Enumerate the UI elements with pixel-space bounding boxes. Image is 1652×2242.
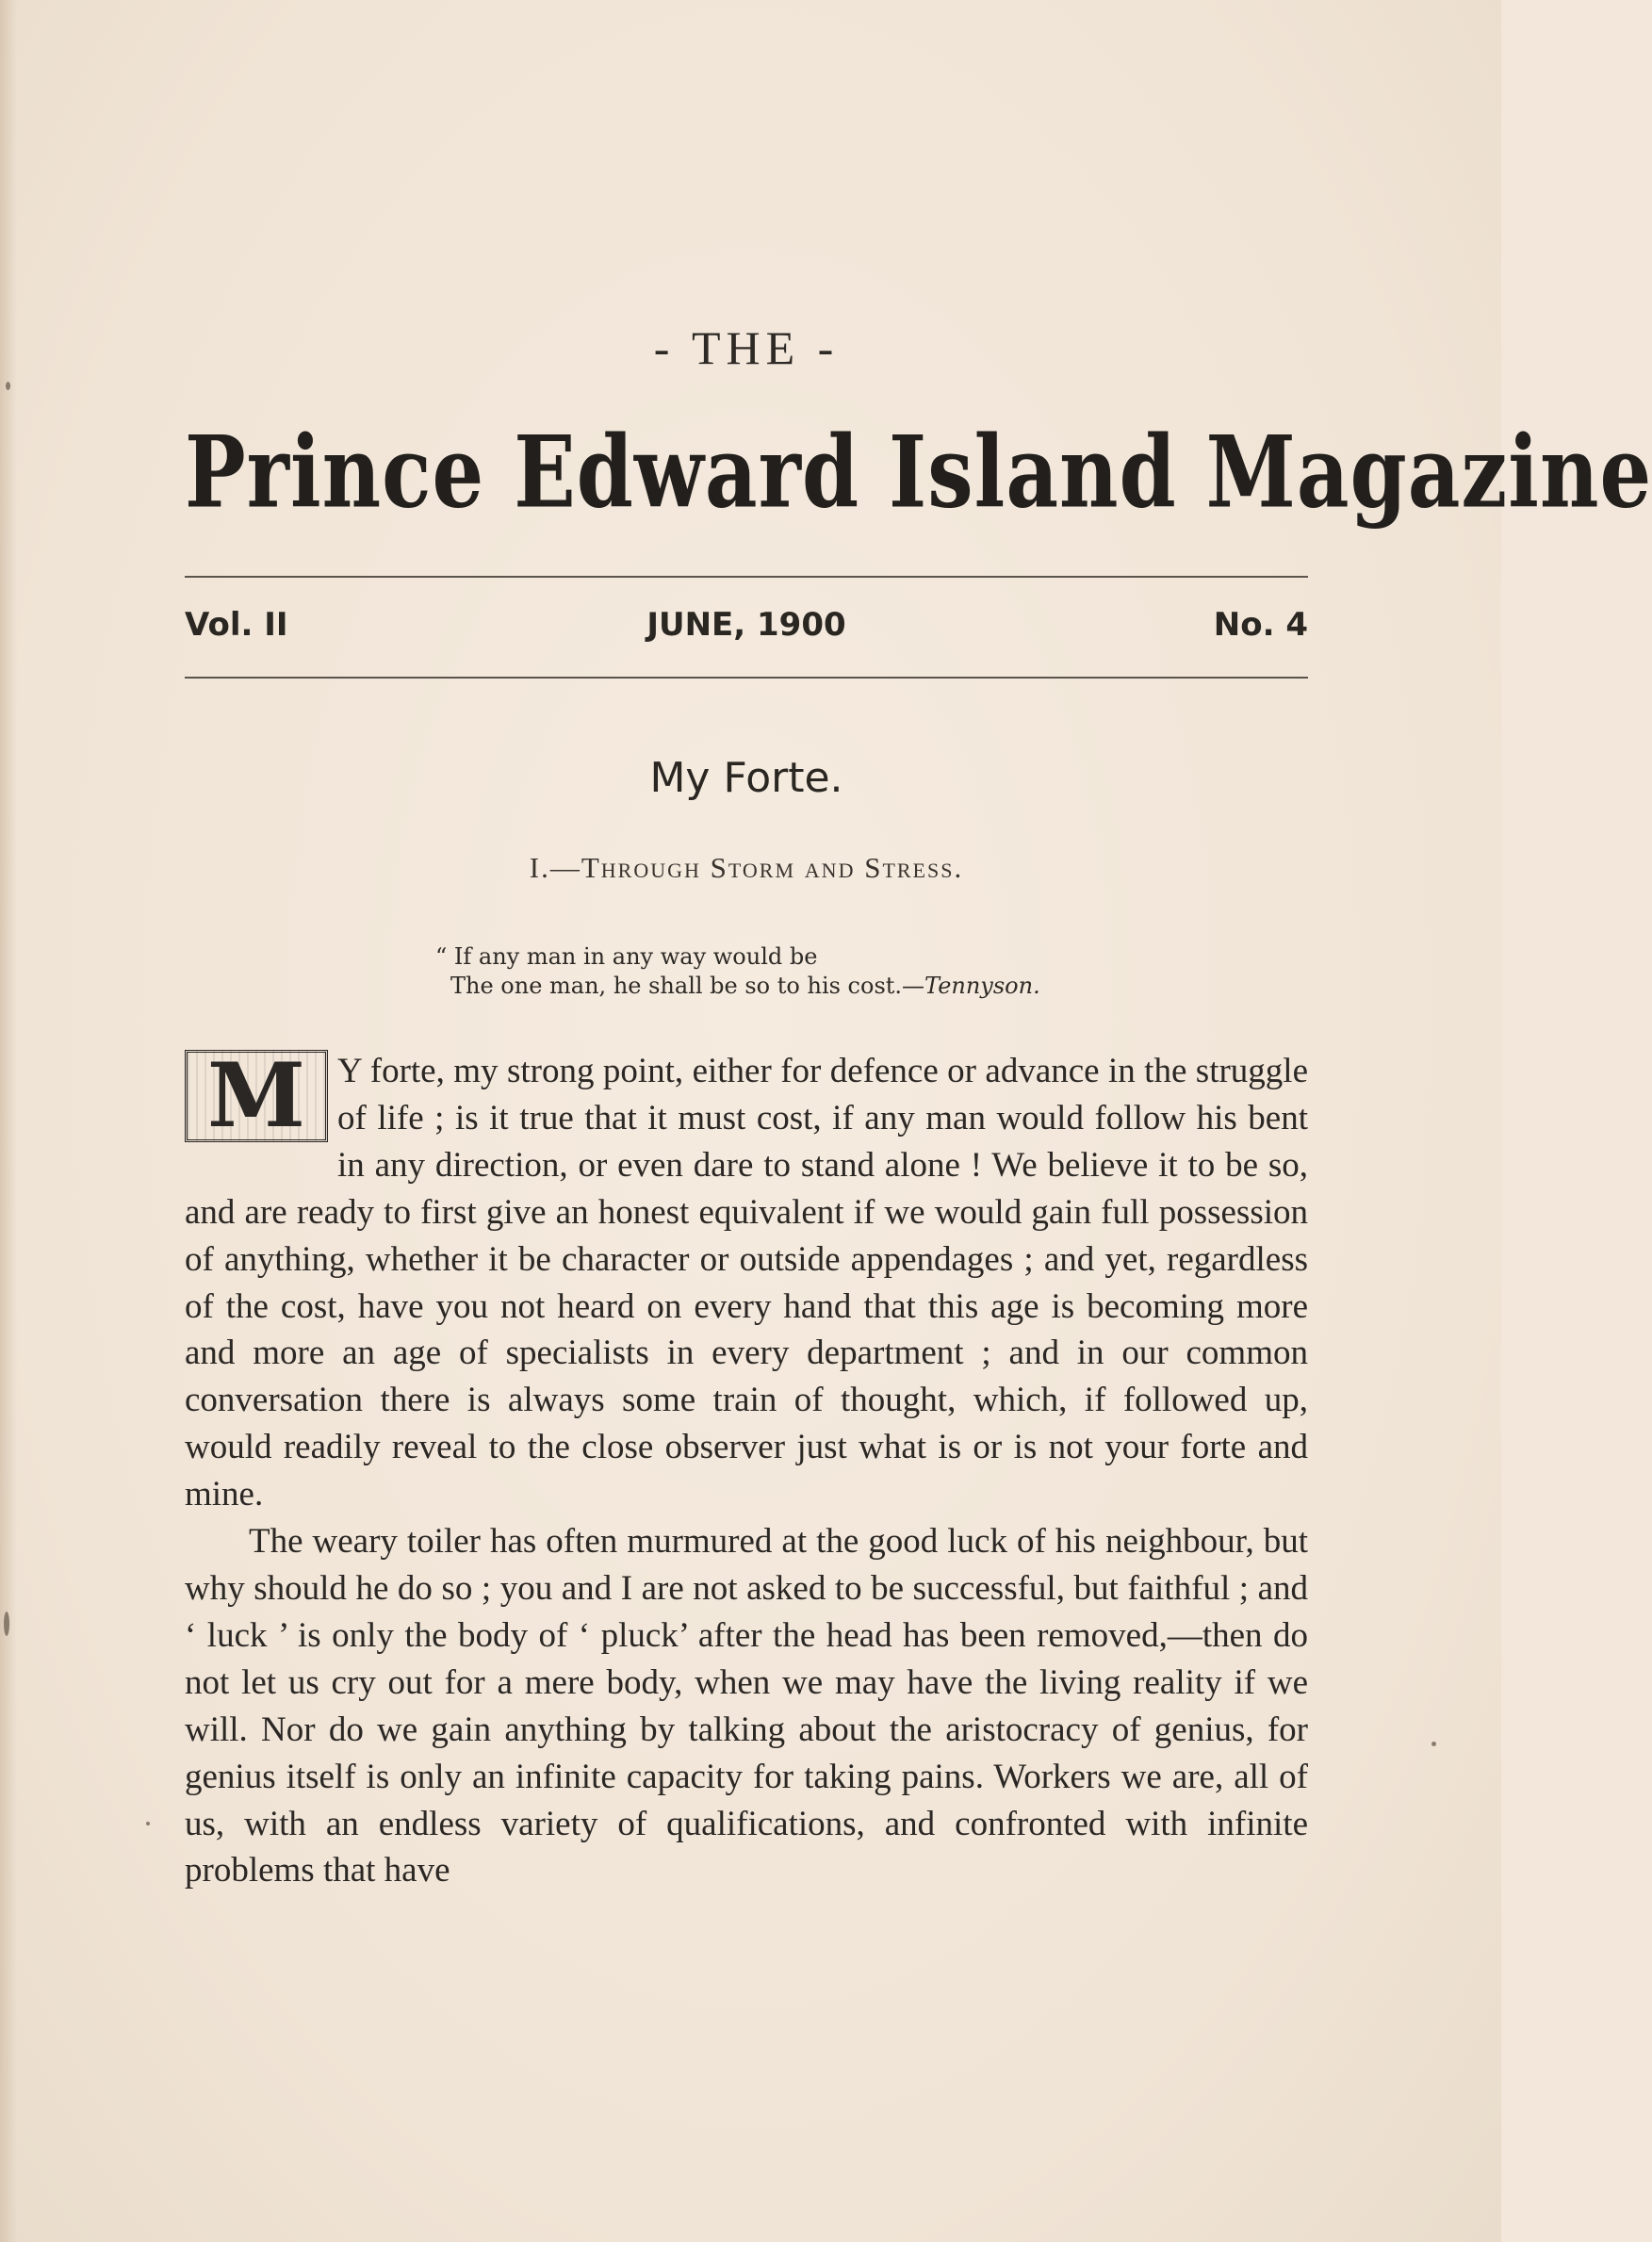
article-body [185,1044,1308,1894]
epigraph [435,942,1040,1001]
masthead-rule-top [185,576,1308,578]
masthead-rule-bottom [185,677,1308,679]
paper-speck [1431,1742,1436,1746]
paper-speck [146,1822,150,1825]
page-edge-shadow [0,0,17,2242]
epigraph-line-2 [435,972,1040,1001]
issue-number: No. 4 [1213,606,1308,644]
issue-info-row [185,606,1308,651]
paragraph-1 [185,1044,1308,1518]
volume-label: Vol. II [185,606,288,644]
article-subtitle: I.—Through Storm and Stress. [529,851,964,884]
dropcap-letter: M [185,1050,328,1142]
issue-date: JUNE, 1900 [646,606,846,644]
magazine-masthead: Prince Edward Island Magazine [185,415,1652,532]
paragraph-2: The weary toiler has often murmured at the good luck of his neighbour, but why should he do so ; you and I are not asked to be successful, but faithful ; and ‘ luck ’ is only the body of ‘ pluck’ after the head has been removed,—then do not let us cry out for a mere body, when we may have the living reality if we will. Nor do we gain anything by talking about the aristocracy of genius, for genius itself is only an infinite capacity for taking pains. Workers we are, all of us, with an endless variety of qualifications, and confronted with infinite problems that have [185,1522,1308,1890]
paragraph-1-text: Y forte, my strong point, either for defence or advance in the struggle of life ; is it true that it must cost, if any man would follow his bent in any direction, or even dare to stand alone ! We believe it to be so, and are ready to first give an honest equivalent if we would gain full possession of anything, whether it be character or outside appendages ; and yet, regardless of the cost, have you not heard on every hand that this age is becoming more and more an age of specialists in every department ; and in our common conversation there is always some train of thought, which, if followed up, would readily reveal to the close observer just what is or is not your forte and mine. [185,1052,1308,1514]
epigraph-author: Tennyson. [924,973,1040,999]
paper-speck [4,1612,9,1636]
the-heading: - THE - [653,321,840,374]
paper-speck [6,382,10,390]
epigraph-line-2-text: The one man, he shall be so to his cost.— [450,973,925,999]
epigraph-line-1: “ If any man in any way would be [435,943,818,970]
article-title: My Forte. [649,754,843,802]
